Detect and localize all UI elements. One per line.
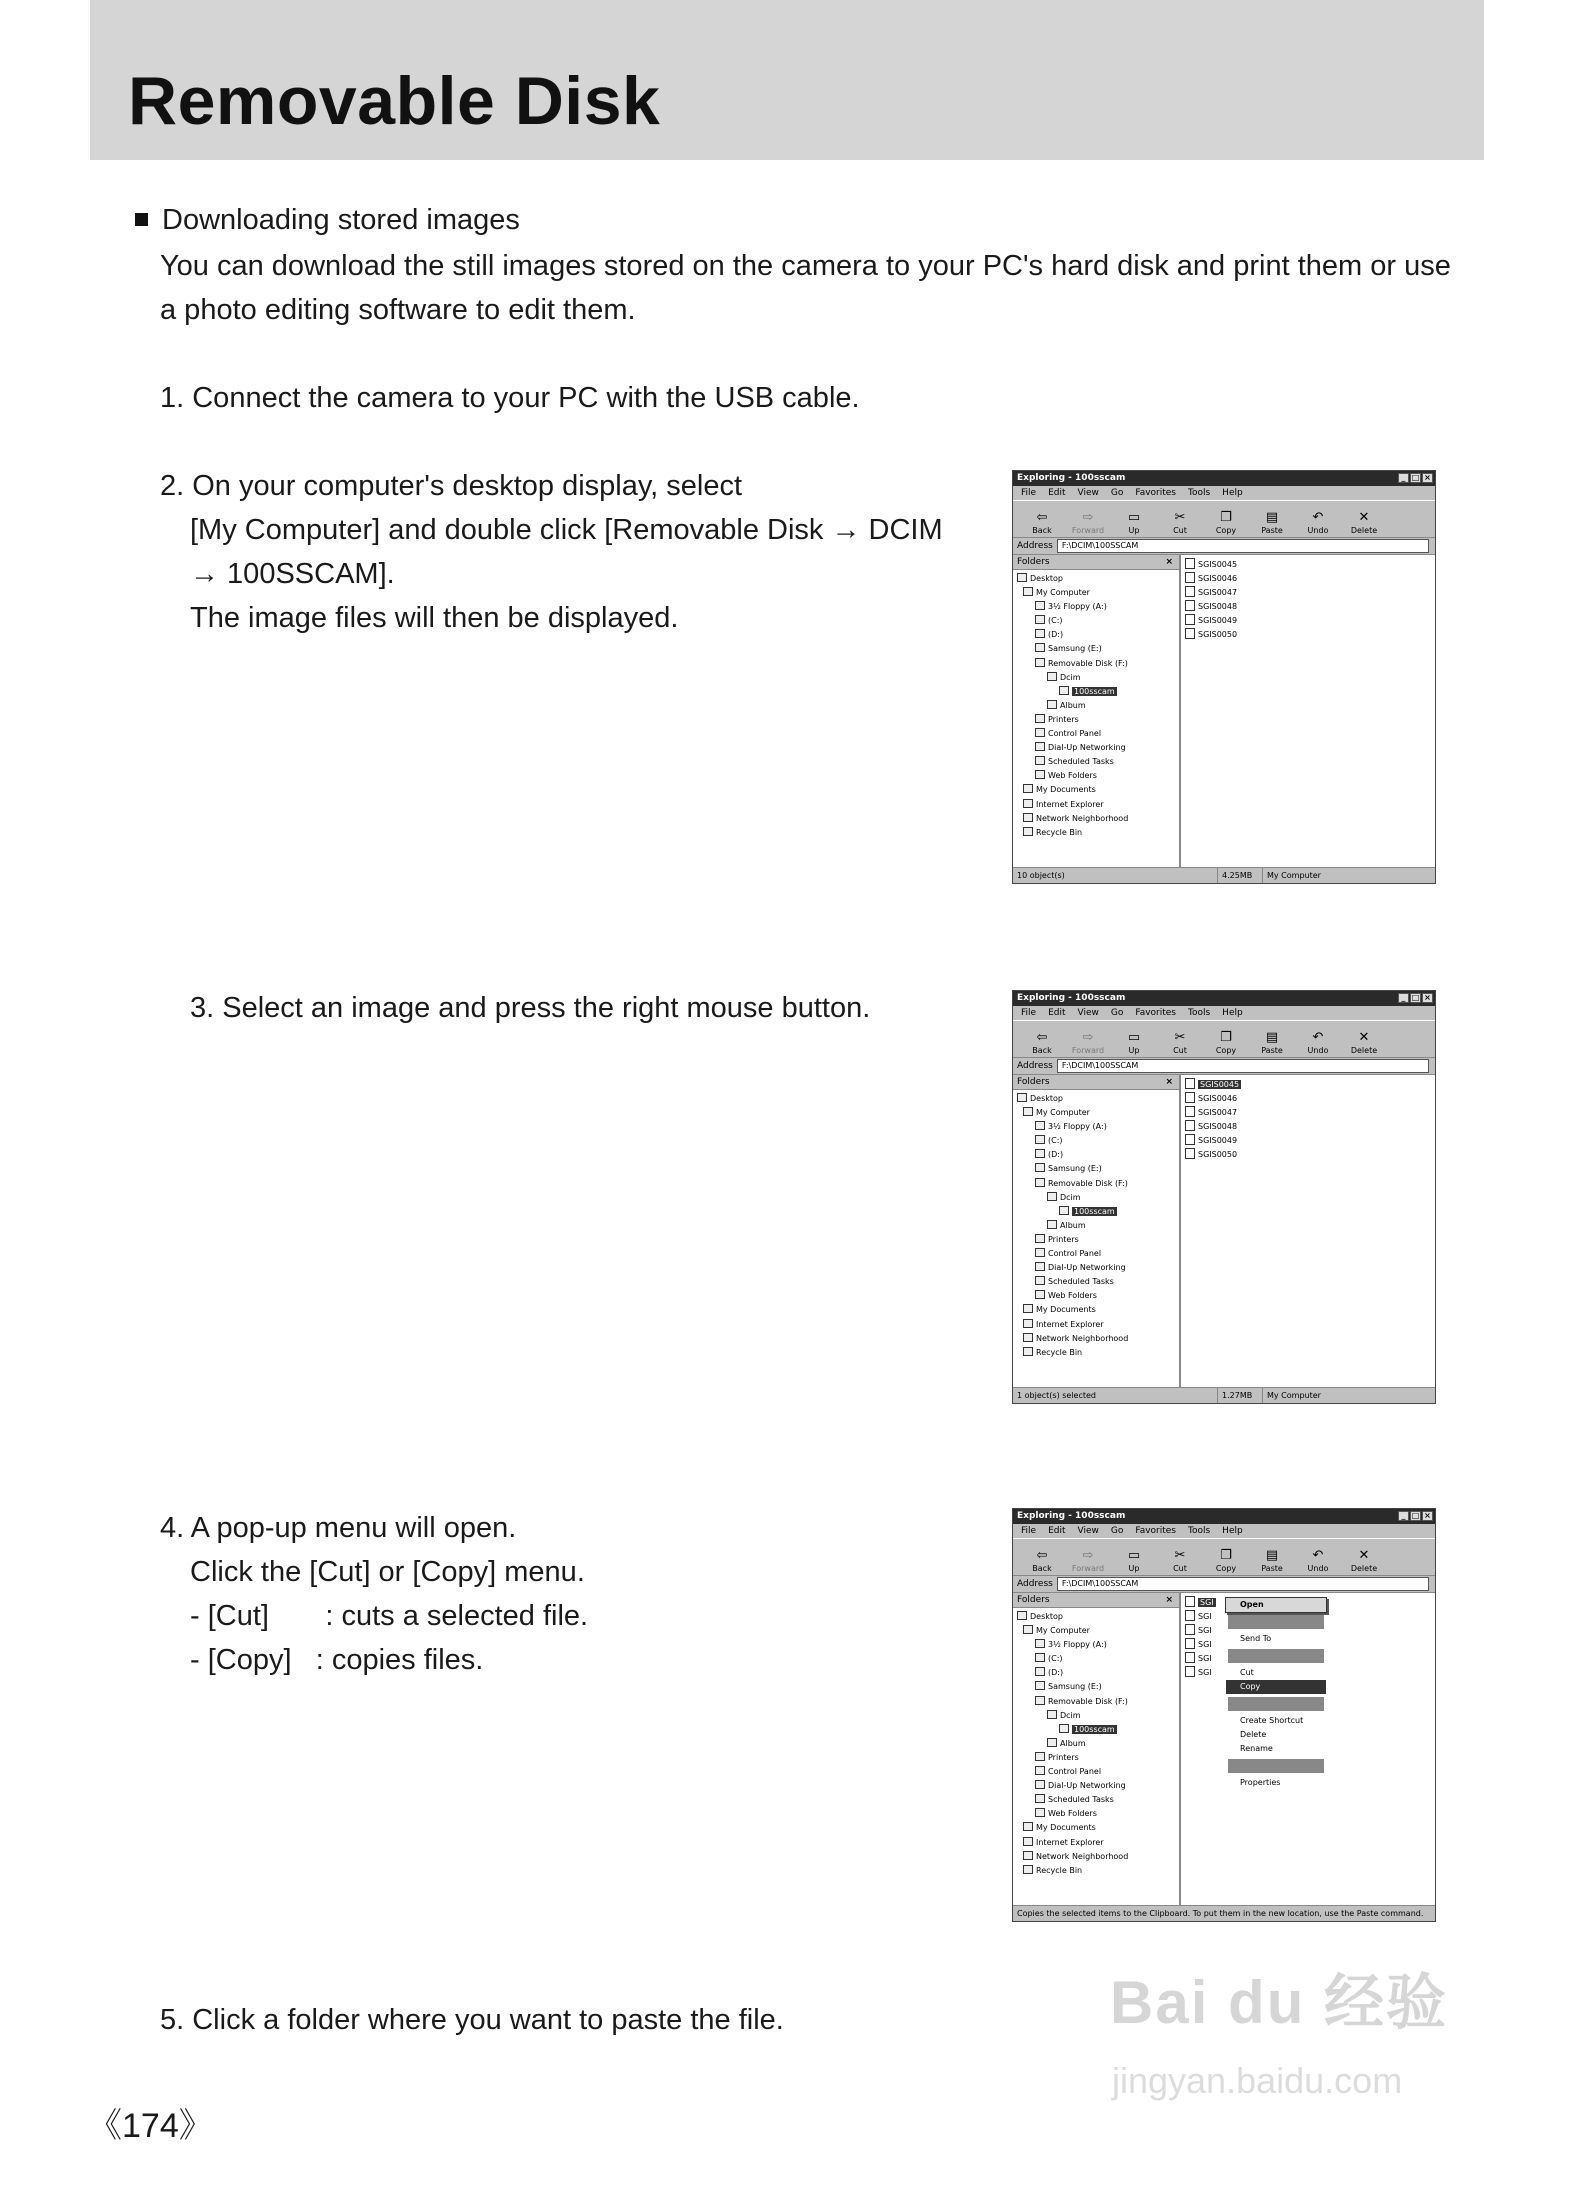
image-file-icon: [1185, 558, 1195, 569]
step-2-line-3: → 100SSCAM].: [190, 558, 395, 590]
file-item[interactable]: SGI: [1185, 1638, 1431, 1652]
menu-favorites[interactable]: Favorites: [1135, 1526, 1176, 1536]
window-title: Exploring - 100sscam: [1017, 993, 1126, 1003]
paste-button[interactable]: ▤ Paste: [1249, 510, 1295, 537]
explorer-window-3: [1012, 1508, 1436, 1922]
tree-item[interactable]: Removable Disk (F:): [1013, 1177, 1179, 1191]
menu-item-send-to[interactable]: Send To: [1240, 1634, 1272, 1643]
tree-item[interactable]: Scheduled Tasks: [1013, 1793, 1179, 1807]
explorer-window-2: [1012, 990, 1436, 1404]
forward-button[interactable]: ⇨ Forward: [1065, 1030, 1111, 1057]
status-count: 10 object(s): [1013, 868, 1218, 883]
address-bar: [1013, 538, 1435, 555]
up-button[interactable]: ▭ Up: [1111, 1030, 1157, 1057]
file-list: [1181, 1593, 1435, 1905]
scissors-icon: ✂: [1174, 510, 1186, 525]
step-2-line-4: The image files will then be displayed.: [190, 602, 679, 634]
folder-tree: [1013, 1090, 1179, 1360]
address-input[interactable]: F:\DCIM\100SSCAM: [1057, 1577, 1429, 1591]
tree-item[interactable]: Removable Disk (F:): [1013, 657, 1179, 671]
tree-item[interactable]: My Computer: [1013, 586, 1179, 600]
menu-help[interactable]: Help: [1222, 1008, 1243, 1018]
tree-item[interactable]: Internet Explorer: [1013, 1318, 1179, 1332]
step-2-line-2: [My Computer] and double click [Removable Disk → DCIM: [190, 514, 943, 546]
back-arrow-icon: ⇦: [1036, 1548, 1048, 1563]
image-file-icon: [1185, 1120, 1195, 1131]
paste-icon: ▤: [1265, 1548, 1279, 1563]
tree-item[interactable]: Samsung (E:): [1013, 1680, 1179, 1694]
window-title: Exploring - 100sscam: [1017, 1511, 1126, 1521]
menu-favorites[interactable]: Favorites: [1135, 1008, 1176, 1018]
status-size: 4.25MB: [1218, 868, 1263, 883]
tree-item[interactable]: Recycle Bin: [1013, 1864, 1179, 1878]
menu-file[interactable]: File: [1021, 488, 1037, 498]
menu-item-properties[interactable]: Properties: [1240, 1778, 1281, 1787]
close-pane-icon[interactable]: ×: [1165, 557, 1173, 567]
file-item[interactable]: SGIS0049: [1185, 614, 1431, 628]
file-item[interactable]: SGI: [1185, 1610, 1431, 1624]
step-4-line-3: - [Cut] : cuts a selected file.: [190, 1600, 589, 1632]
image-file-icon: [1185, 1624, 1195, 1635]
step-3: 3. Select an image and press the right mouse button.: [190, 992, 871, 1024]
up-button[interactable]: ▭ Up: [1111, 510, 1157, 537]
tree-item[interactable]: Network Neighborhood: [1013, 1850, 1179, 1864]
file-item[interactable]: SGIS0050: [1185, 1148, 1431, 1162]
folders-pane: [1013, 555, 1181, 867]
menu-view[interactable]: View: [1077, 1008, 1099, 1018]
menu-favorites[interactable]: Favorites: [1135, 488, 1176, 498]
undo-button[interactable]: ↶ Undo: [1295, 1030, 1341, 1057]
tree-item[interactable]: Samsung (E:): [1013, 1162, 1179, 1176]
image-file-icon: [1185, 1596, 1195, 1607]
close-button[interactable]: ×: [1422, 993, 1433, 1003]
tree-item[interactable]: (D:): [1013, 628, 1179, 642]
menu-item-copy[interactable]: Copy: [1226, 1680, 1326, 1694]
file-item-selected[interactable]: SGI: [1185, 1596, 1431, 1610]
file-item[interactable]: SGIS0045: [1185, 558, 1431, 572]
file-item[interactable]: SGIS0046: [1185, 1092, 1431, 1106]
tree-item[interactable]: Scheduled Tasks: [1013, 1275, 1179, 1289]
delete-x-icon: ✕: [1358, 1548, 1370, 1563]
file-item[interactable]: SGIS0047: [1185, 586, 1431, 600]
delete-x-icon: ✕: [1358, 1030, 1370, 1045]
back-button[interactable]: ⇦ Back: [1019, 1030, 1065, 1057]
tree-item[interactable]: Dial-Up Networking: [1013, 1261, 1179, 1275]
forward-arrow-icon: ⇨: [1082, 1548, 1094, 1563]
image-file-icon: [1185, 628, 1195, 639]
image-file-icon: [1185, 1638, 1195, 1649]
close-button[interactable]: ×: [1422, 473, 1433, 483]
tree-item-selected[interactable]: 100sscam: [1013, 1723, 1179, 1737]
tree-item[interactable]: (C:): [1013, 614, 1179, 628]
menu-edit[interactable]: Edit: [1048, 1008, 1066, 1018]
menu-bar: [1013, 1006, 1435, 1020]
delete-button[interactable]: ✕ Delete: [1341, 1030, 1387, 1057]
step-1: 1. Connect the camera to your PC with the USB cable.: [160, 382, 860, 414]
tree-item[interactable]: Web Folders: [1013, 769, 1179, 783]
menu-help[interactable]: Help: [1222, 488, 1243, 498]
tree-item[interactable]: Desktop: [1013, 572, 1179, 586]
address-bar: [1013, 1058, 1435, 1075]
title-banner: [90, 0, 1484, 160]
watermark-logo: Bai du 经验: [1110, 1969, 1449, 2036]
tree-item[interactable]: Printers: [1013, 1233, 1179, 1247]
delete-button[interactable]: ✕ Delete: [1341, 510, 1387, 537]
paste-icon: ▤: [1265, 1030, 1279, 1045]
step-4-line-4: - [Copy] : copies files.: [190, 1644, 484, 1676]
copy-icon: ❐: [1220, 510, 1232, 525]
cut-button[interactable]: ✂ Cut: [1157, 1030, 1203, 1057]
tree-item[interactable]: 3½ Floppy (A:): [1013, 600, 1179, 614]
status-size: 1.27MB: [1218, 1388, 1263, 1403]
file-item[interactable]: SGIS0049: [1185, 1134, 1431, 1148]
file-item[interactable]: SGI: [1185, 1624, 1431, 1638]
image-file-icon: [1185, 614, 1195, 625]
maximize-button[interactable]: □: [1411, 473, 1420, 482]
image-file-icon: [1185, 1652, 1195, 1663]
tree-item[interactable]: Control Panel: [1013, 1765, 1179, 1779]
address-input[interactable]: F:\DCIM\100SSCAM: [1057, 539, 1429, 553]
tree-item-selected[interactable]: 100sscam: [1013, 685, 1179, 699]
toolbar: [1013, 1538, 1435, 1576]
tree-item[interactable]: Removable Disk (F:): [1013, 1695, 1179, 1709]
step-2-line-1: 2. On your computer's desktop display, select: [160, 470, 743, 502]
minimize-button[interactable]: _: [1398, 993, 1409, 1003]
tree-item[interactable]: Internet Explorer: [1013, 798, 1179, 812]
tree-item[interactable]: My Documents: [1013, 1303, 1179, 1317]
copy-icon: ❐: [1220, 1548, 1232, 1563]
tree-item[interactable]: 3½ Floppy (A:): [1013, 1120, 1179, 1134]
tree-item[interactable]: (C:): [1013, 1134, 1179, 1148]
toolbar: [1013, 1020, 1435, 1058]
tree-item[interactable]: Dial-Up Networking: [1013, 741, 1179, 755]
image-file-icon: [1185, 1148, 1195, 1159]
intro-bullet: [135, 202, 520, 238]
status-bar: [1013, 1905, 1435, 1921]
page-number: 《174》: [88, 2107, 213, 2145]
undo-icon: ↶: [1312, 510, 1324, 525]
copy-button[interactable]: ❐ Copy: [1203, 1030, 1249, 1057]
paste-button[interactable]: ▤ Paste: [1249, 1548, 1295, 1575]
window-title: Exploring - 100sscam: [1017, 473, 1126, 483]
folder-up-icon: ▭: [1127, 1548, 1141, 1563]
tree-item[interactable]: My Computer: [1013, 1106, 1179, 1120]
menu-help[interactable]: Help: [1222, 1526, 1243, 1536]
up-button[interactable]: ▭ Up: [1111, 1548, 1157, 1575]
menu-tools[interactable]: Tools: [1188, 1008, 1211, 1018]
menu-bar: [1013, 486, 1435, 500]
tree-item[interactable]: Recycle Bin: [1013, 1346, 1179, 1360]
status-hint: Copies the selected items to the Clipboard. To put them in the new location, use the Paste command.: [1017, 1909, 1424, 1918]
folders-header: Folders ×: [1013, 555, 1179, 570]
context-menu: [1225, 1597, 1327, 1787]
tree-item[interactable]: Network Neighborhood: [1013, 1332, 1179, 1346]
menu-item-delete[interactable]: Delete: [1240, 1730, 1267, 1739]
tree-item[interactable]: Printers: [1013, 1751, 1179, 1765]
menu-item-rename[interactable]: Rename: [1240, 1744, 1273, 1753]
tree-item[interactable]: My Documents: [1013, 1821, 1179, 1835]
explorer-window-1: [1012, 470, 1436, 884]
menu-go[interactable]: Go: [1110, 1008, 1124, 1018]
step-4-line-1: 4. A pop-up menu will open.: [160, 1512, 517, 1544]
folders-header: Folders ×: [1013, 1075, 1179, 1090]
tree-item[interactable]: Dcim: [1013, 1709, 1179, 1723]
tree-item[interactable]: (D:): [1013, 1148, 1179, 1162]
close-button[interactable]: ×: [1422, 1511, 1433, 1521]
paste-icon: ▤: [1265, 510, 1279, 525]
tree-item[interactable]: Printers: [1013, 713, 1179, 727]
tree-item[interactable]: Dcim: [1013, 1191, 1179, 1205]
status-bar: [1013, 867, 1435, 883]
minimize-button[interactable]: _: [1398, 1511, 1409, 1521]
file-item[interactable]: SGI: [1185, 1652, 1431, 1666]
back-button[interactable]: ⇦ Back: [1019, 1548, 1065, 1575]
intro-line-2: a photo editing software to edit them.: [160, 294, 636, 326]
menu-item-open[interactable]: Open: [1240, 1600, 1264, 1609]
close-pane-icon[interactable]: ×: [1165, 1595, 1173, 1605]
folder-up-icon: ▭: [1127, 510, 1141, 525]
folders-header: Folders ×: [1013, 1593, 1179, 1608]
step-4-line-2: Click the [Cut] or [Copy] menu.: [190, 1556, 585, 1588]
title-bar: [1013, 471, 1435, 486]
folders-pane: [1013, 1593, 1181, 1905]
copy-icon: ❐: [1220, 1030, 1232, 1045]
tree-item[interactable]: Desktop: [1013, 1610, 1179, 1624]
file-item[interactable]: SGI: [1185, 1666, 1431, 1680]
status-location: My Computer: [1267, 1391, 1321, 1400]
page-title: Removable Disk: [128, 63, 661, 139]
file-item-selected[interactable]: SGIS0045: [1185, 1078, 1431, 1092]
scissors-icon: ✂: [1174, 1030, 1186, 1045]
forward-arrow-icon: ⇨: [1082, 1030, 1094, 1045]
maximize-button[interactable]: □: [1411, 1511, 1420, 1520]
undo-button[interactable]: ↶ Undo: [1295, 1548, 1341, 1575]
file-list: [1181, 1075, 1435, 1387]
copy-button[interactable]: ❐ Copy: [1203, 1548, 1249, 1575]
copy-button[interactable]: ❐ Copy: [1203, 510, 1249, 537]
tree-item[interactable]: Control Panel: [1013, 1247, 1179, 1261]
tree-item[interactable]: Network Neighborhood: [1013, 812, 1179, 826]
undo-button[interactable]: ↶ Undo: [1295, 510, 1341, 537]
delete-x-icon: ✕: [1358, 510, 1370, 525]
intro-line-1: You can download the still images stored on the camera to your PC's hard disk and print them or use: [160, 250, 1451, 282]
status-bar: [1013, 1387, 1435, 1403]
toolbar: [1013, 500, 1435, 538]
intro-bullet-text: Downloading stored images: [162, 204, 520, 236]
tree-item[interactable]: Samsung (E:): [1013, 642, 1179, 656]
tree-item[interactable]: Recycle Bin: [1013, 826, 1179, 840]
image-file-icon: [1185, 572, 1195, 583]
tree-item[interactable]: Dcim: [1013, 671, 1179, 685]
image-file-icon: [1185, 1106, 1195, 1117]
tree-item[interactable]: Album: [1013, 699, 1179, 713]
status-count: 1 object(s) selected: [1013, 1388, 1218, 1403]
close-pane-icon[interactable]: ×: [1165, 1077, 1173, 1087]
image-file-icon: [1185, 586, 1195, 597]
image-file-icon: [1185, 1078, 1195, 1089]
tree-item[interactable]: Album: [1013, 1219, 1179, 1233]
back-button[interactable]: ⇦ Back: [1019, 510, 1065, 537]
menu-edit[interactable]: Edit: [1048, 488, 1066, 498]
menu-view[interactable]: View: [1077, 488, 1099, 498]
file-item[interactable]: SGIS0048: [1185, 1120, 1431, 1134]
cut-button[interactable]: ✂ Cut: [1157, 1548, 1203, 1575]
address-label: Address: [1017, 1579, 1053, 1589]
title-bar: [1013, 991, 1435, 1006]
forward-arrow-icon: ⇨: [1082, 510, 1094, 525]
folder-up-icon: ▭: [1127, 1030, 1141, 1045]
file-item[interactable]: SGIS0047: [1185, 1106, 1431, 1120]
menu-view[interactable]: View: [1077, 1526, 1099, 1536]
image-file-icon: [1185, 1666, 1195, 1677]
bullet-square-icon: [135, 213, 148, 226]
tree-item[interactable]: My Documents: [1013, 783, 1179, 797]
tree-item[interactable]: 3½ Floppy (A:): [1013, 1638, 1179, 1652]
tree-item[interactable]: (D:): [1013, 1666, 1179, 1680]
minimize-button[interactable]: _: [1398, 473, 1409, 483]
step-5: 5. Click a folder where you want to paste the file.: [160, 2004, 784, 2036]
file-item[interactable]: SGIS0046: [1185, 572, 1431, 586]
back-arrow-icon: ⇦: [1036, 510, 1048, 525]
menu-edit[interactable]: Edit: [1048, 1526, 1066, 1536]
tree-item[interactable]: My Computer: [1013, 1624, 1179, 1638]
status-location: My Computer: [1267, 871, 1321, 880]
tree-item[interactable]: Scheduled Tasks: [1013, 755, 1179, 769]
address-input[interactable]: F:\DCIM\100SSCAM: [1057, 1059, 1429, 1073]
tree-item[interactable]: Internet Explorer: [1013, 1836, 1179, 1850]
undo-icon: ↶: [1312, 1548, 1324, 1563]
tree-item[interactable]: (C:): [1013, 1652, 1179, 1666]
tree-item-selected[interactable]: 100sscam: [1013, 1205, 1179, 1219]
file-list: [1181, 555, 1435, 867]
file-item[interactable]: SGIS0050: [1185, 628, 1431, 642]
image-file-icon: [1185, 1092, 1195, 1103]
menu-go[interactable]: Go: [1110, 488, 1124, 498]
forward-button[interactable]: ⇨ Forward: [1065, 510, 1111, 537]
tree-item[interactable]: Desktop: [1013, 1092, 1179, 1106]
folder-tree: [1013, 570, 1179, 840]
title-bar: [1013, 1509, 1435, 1524]
delete-button[interactable]: ✕ Delete: [1341, 1548, 1387, 1575]
tree-item[interactable]: Dial-Up Networking: [1013, 1779, 1179, 1793]
folders-pane: [1013, 1075, 1181, 1387]
menu-tools[interactable]: Tools: [1188, 488, 1211, 498]
scissors-icon: ✂: [1174, 1548, 1186, 1563]
folder-tree: [1013, 1608, 1179, 1878]
menu-go[interactable]: Go: [1110, 1526, 1124, 1536]
image-file-icon: [1185, 1610, 1195, 1621]
watermark-url: jingyan.baidu.com: [1112, 2060, 1403, 2101]
maximize-button[interactable]: □: [1411, 993, 1420, 1002]
file-item[interactable]: SGIS0048: [1185, 600, 1431, 614]
menu-bar: [1013, 1524, 1435, 1538]
menu-file[interactable]: File: [1021, 1008, 1037, 1018]
address-label: Address: [1017, 1061, 1053, 1071]
cut-button[interactable]: ✂ Cut: [1157, 510, 1203, 537]
menu-tools[interactable]: Tools: [1188, 1526, 1211, 1536]
paste-button[interactable]: ▤ Paste: [1249, 1030, 1295, 1057]
menu-item-create-shortcut[interactable]: Create Shortcut: [1240, 1716, 1304, 1725]
tree-item[interactable]: Album: [1013, 1737, 1179, 1751]
undo-icon: ↶: [1312, 1030, 1324, 1045]
menu-item-cut[interactable]: Cut: [1240, 1668, 1254, 1677]
tree-item[interactable]: Web Folders: [1013, 1289, 1179, 1303]
forward-button[interactable]: ⇨ Forward: [1065, 1548, 1111, 1575]
menu-file[interactable]: File: [1021, 1526, 1037, 1536]
back-arrow-icon: ⇦: [1036, 1030, 1048, 1045]
address-bar: [1013, 1576, 1435, 1593]
tree-item[interactable]: Control Panel: [1013, 727, 1179, 741]
tree-item[interactable]: Web Folders: [1013, 1807, 1179, 1821]
address-label: Address: [1017, 541, 1053, 551]
image-file-icon: [1185, 600, 1195, 611]
image-file-icon: [1185, 1134, 1195, 1145]
